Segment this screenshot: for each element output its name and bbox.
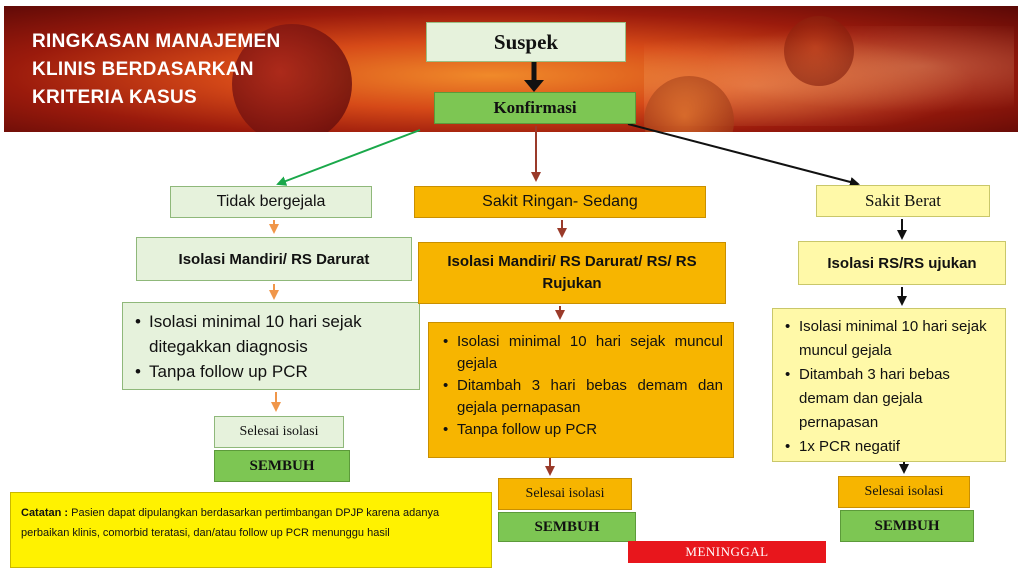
criteria-item: • Ditambah 3 hari bebas demam dan gejala pernapasan [781,363,997,435]
note-text: Pasien dapat dipulangkan berdasarkan pertimbangan DPJP karena adanya perbaikan klinis, comorbid teratasi, dan/atau follow up PCR menunggu hasil [21,507,440,539]
criteria-item: • Tanpa follow up PCR [439,419,723,441]
node-sembuh-1: SEMBUH [214,450,350,482]
note-box [10,492,492,568]
arrow-to-sakit-berat [628,124,858,184]
node-tidak-bergejala: Tidak bergejala [170,186,372,218]
arrow-to-tidak-bergejala [278,130,420,184]
criteria-item: • Ditambah 3 hari bebas demam dan gejala pernapasan [439,375,723,419]
node-selesai-isolasi-2: Selesai isolasi [498,478,632,510]
criteria-list-tidak-bergejala [122,302,420,390]
node-sembuh-2: SEMBUH [498,512,636,542]
node-isolasi-sakit-berat: Isolasi RS/RS ujukan [798,241,1006,285]
node-sakit-berat: Sakit Berat [816,185,990,217]
node-konfirmasi: Konfirmasi [434,92,636,124]
node-sakit-ringan-sedang: Sakit Ringan- Sedang [414,186,706,218]
node-meninggal: MENINGGAL [628,541,826,563]
node-sembuh-3: SEMBUH [840,510,974,542]
criteria-item: • Isolasi minimal 10 hari sejak muncul gejala [781,315,997,363]
criteria-list-sakit-berat [772,308,1006,462]
virus-illustration [784,16,854,86]
criteria-item: • 1x PCR negatif [781,435,997,459]
note-label: Catatan : [21,507,69,519]
criteria-item: • Isolasi minimal 10 hari sejak ditegakkan diagnosis [131,309,411,359]
node-isolasi-tidak-bergejala: Isolasi Mandiri/ RS Darurat [136,237,412,281]
criteria-list-sakit-ringan-sedang [428,322,734,458]
node-selesai-isolasi-1: Selesai isolasi [214,416,344,448]
node-selesai-isolasi-3: Selesai isolasi [838,476,970,508]
criteria-item: • Tanpa follow up PCR [131,359,411,384]
node-suspek: Suspek [426,22,626,62]
node-isolasi-sakit-ringan-sedang: Isolasi Mandiri/ RS Darurat/ RS/ RS Rujukan [418,242,726,304]
slide-title: RINGKASAN MANAJEMEN KLINIS BERDASARKAN KRITERIA KASUS [32,31,281,108]
criteria-item: • Isolasi minimal 10 hari sejak muncul gejala [439,331,723,375]
